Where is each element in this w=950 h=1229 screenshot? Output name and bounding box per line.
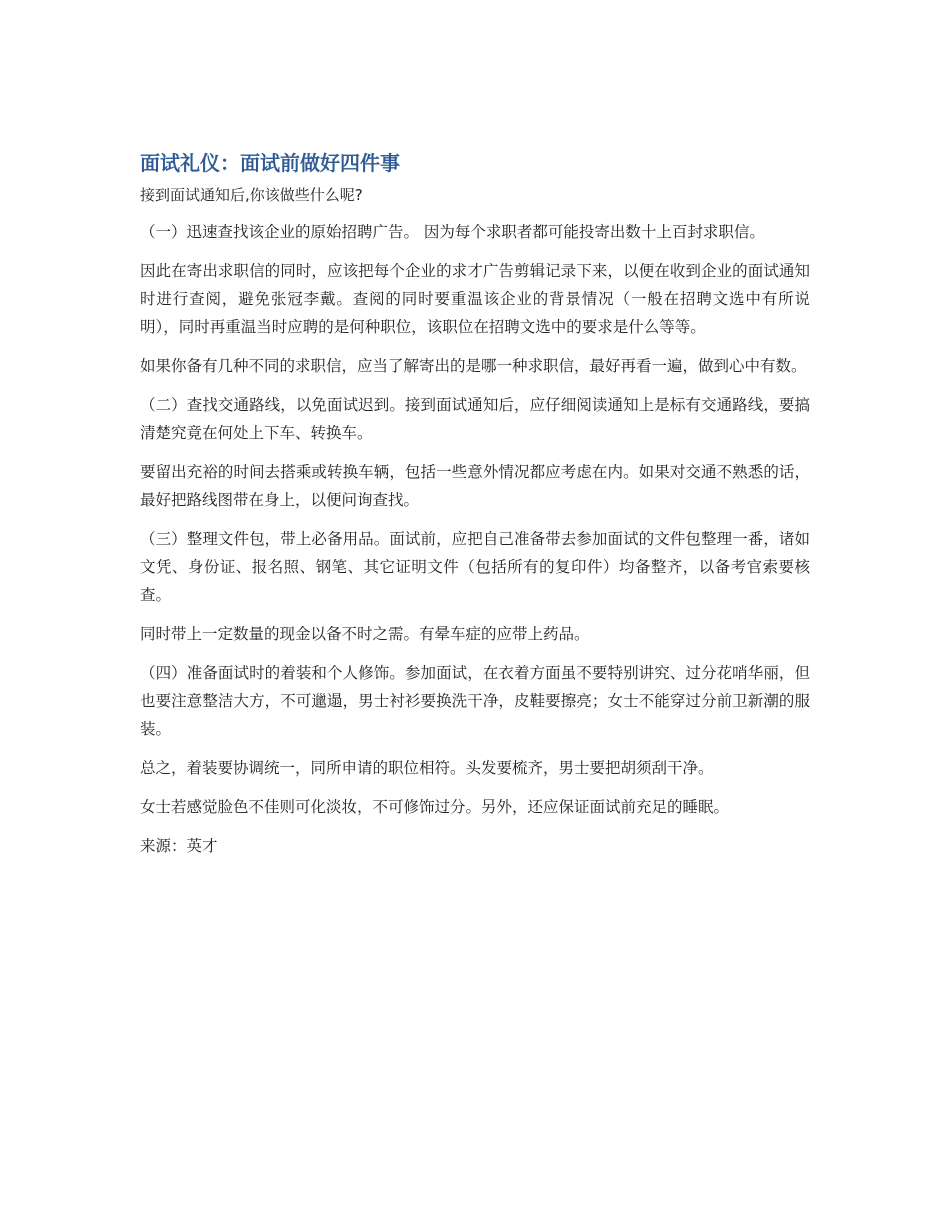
- page-title: 面试礼仪：面试前做好四件事: [140, 151, 400, 175]
- paragraph-step-one: （一）迅速查找该企业的原始招聘广告。 因为每个求职者都可能投寄出数十上百封求职信。: [140, 223, 765, 241]
- source-credit: 来源：英才: [140, 837, 218, 855]
- paragraph-step-two-detail: 要留出充裕的时间去搭乘或转换车辆，包括一些意外情况都应考虑在内。如果对交通不熟悉的话，最好把路线图带在身上，以便问询查找。: [140, 463, 810, 509]
- paragraph-step-one-detail: 因此在寄出求职信的同时，应该把每个企业的求才广告剪辑记录下来，以便在收到企业的面试通知时进行查阅，避免张冠李戴。查阅的同时要重温该企业的背景情况（一般在招聘文选中有所说明），同时再重温当时应聘的是何种职位，该职位在招聘文选中的要求是什么等等。: [140, 262, 810, 336]
- paragraph-step-four-detail: 总之，着装要协调统一，同所申请的职位相符。头发要梳齐，男士要把胡须刮干净。: [140, 759, 714, 777]
- document-page: [140, 146, 810, 860]
- paragraph-step-four: （四）准备面试时的着装和个人修饰。参加面试，在衣着方面虽不要特别讲究、过分花哨华丽，但也要注意整洁大方，不可邋遢，男士衬衫要换洗干净，皮鞋要擦亮；女士不能穿过分前卫新潮的服装。: [140, 664, 810, 738]
- paragraph-step-three: （三）整理文件包，带上必备用品。面试前，应把自己准备带去参加面试的文件包整理一番，诸如文凭、身份证、报名照、钢笔、其它证明文件（包括所有的复印件）均备整齐，以备考官索要核查。: [140, 530, 810, 604]
- paragraph-step-three-detail: 同时带上一定数量的现金以备不时之需。有晕车症的应带上药品。: [140, 625, 590, 643]
- paragraph-step-two: （二）查找交通路线，以免面试迟到。接到面试通知后，应仔细阅读通知上是标有交通路线，要搞清楚究竟在何处上下车、转换车。: [140, 396, 810, 442]
- paragraph-step-one-note: 如果你备有几种不同的求职信，应当了解寄出的是哪一种求职信，最好再看一遍，做到心中有数。: [140, 357, 807, 375]
- paragraph-step-four-note: 女士若感觉脸色不佳则可化淡妆，不可修饰过分。另外，还应保证面试前充足的睡眠。: [140, 798, 730, 816]
- page-subtitle: 接到面试通知后,你该做些什么呢?: [140, 186, 363, 204]
